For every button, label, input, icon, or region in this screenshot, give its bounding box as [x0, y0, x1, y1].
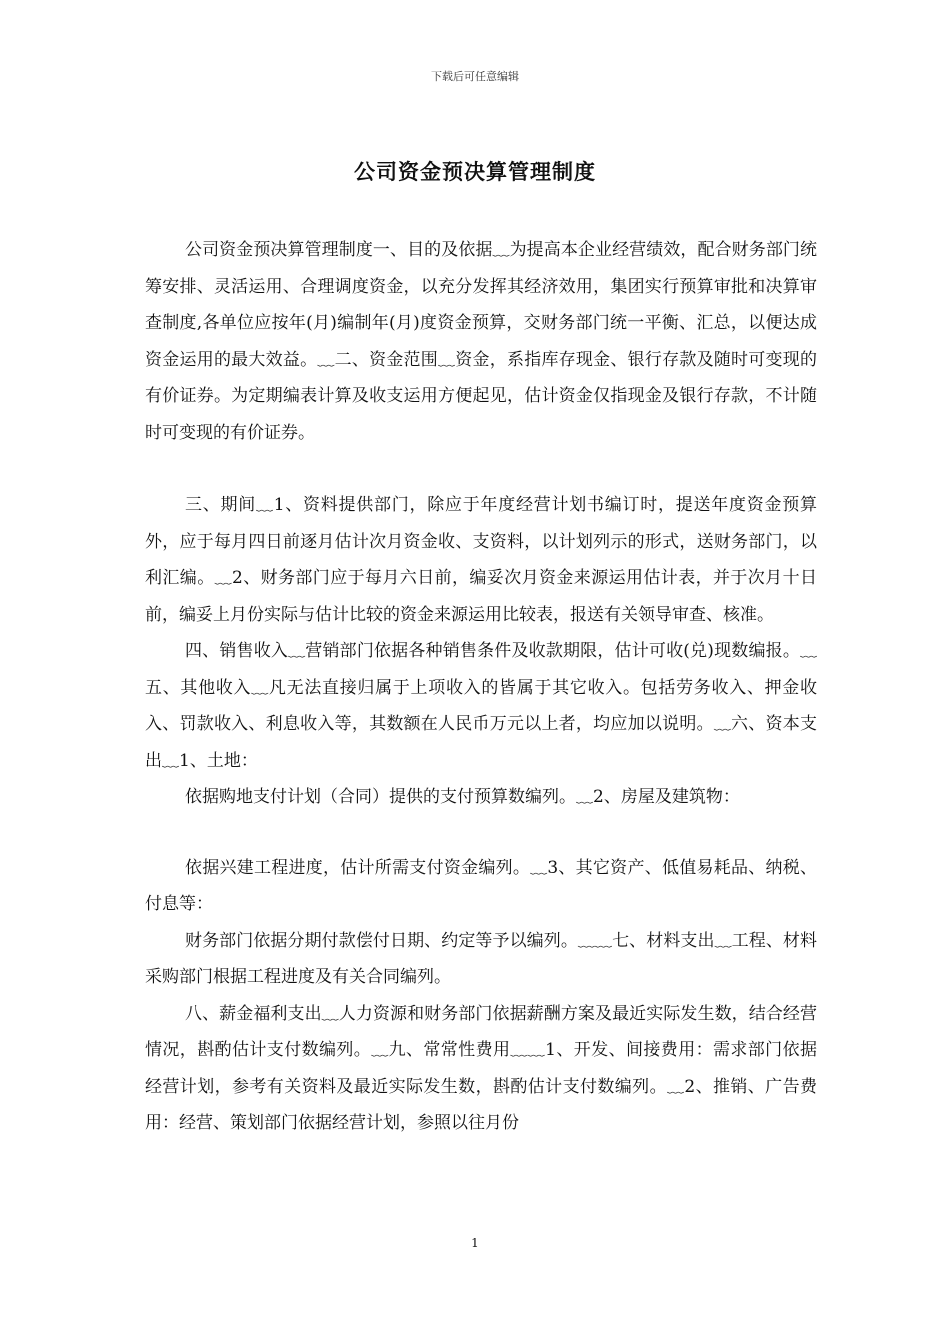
paragraph-installments-materials: 财务部门依据分期付款偿付日期、约定等予以编列。﹏﹏七、材料支出﹏工程、材料采购部门根据工程进度及有关合同编列。: [145, 930, 817, 987]
paragraph-purpose-and-scope: 公司资金预决算管理制度一、目的及依据﹏为提高本企业经营绩效，配合财务部门统筹安排、灵活运用、合理调度资金，以充分发挥其经济效用，集团实行预算审批和决算审查制度,各单位应按年(月)编制年(月)度资金预算，交财务部门统一平衡、汇总，以便达成资金运用的最大效益。﹏二、资金范围﹏资金，系指库存现金、银行存款及随时可变现的有价证券。为定期编表计算及收支运用方便起见，估计资金仅指现金及银行存款，不计随时可变现的有价证券。: [145, 240, 817, 443]
document-title: 公司资金预决算管理制度: [354, 159, 596, 184]
page-number: 1: [471, 1236, 479, 1250]
document-body: [145, 232, 817, 1142]
header-note: 下载后可任意编辑: [431, 70, 519, 83]
paragraph-salary-and-expenses: 八、薪金福利支出﹏人力资源和财务部门依据薪酬方案及最近实际发生数，结合经营情况，斟酌估计支付数编列。﹏九、常常性费用﹏﹏1、开发、间接费用：需求部门依据经营计划，参考有关资料及最近实际发生数，斟酌估计支付数编列。﹏2、推销、广告费用：经营、策划部门依据经营计划，参照以往月份: [145, 1003, 817, 1133]
paragraph-buildings: 依据兴建工程进度，估计所需支付资金编列。﹏3、其它资产、低值易耗品、纳税、付息等：: [145, 857, 817, 914]
paragraph-income-and-capital: 四、销售收入﹏营销部门依据各种销售条件及收款期限，估计可收(兑)现数编报。﹏五、其他收入﹏凡无法直接归属于上项收入的皆属于其它收入。包括劳务收入、押金收入、罚款收入、利息收入等，其数额在人民币万元以上者，均应加以说明。﹏六、资本支出﹏1、土地：: [145, 641, 817, 771]
paragraph-land: 依据购地支付计划（合同）提供的支付预算数编列。﹏2、房屋及建筑物：: [185, 787, 740, 807]
paragraph-period: 三、期间﹏1、资料提供部门，除应于年度经营计划书编订时，提送年度资金预算外，应于每月四日前逐月估计次月资金收、支资料，以计划列示的形式，送财务部门，以利汇编。﹏2、财务部门应于每月六日前，编妥次月资金来源运用估计表，并于次月十日前，编妥上月份实际与估计比较的资金来源运用比较表，报送有关领导审查、核准。: [145, 495, 817, 625]
